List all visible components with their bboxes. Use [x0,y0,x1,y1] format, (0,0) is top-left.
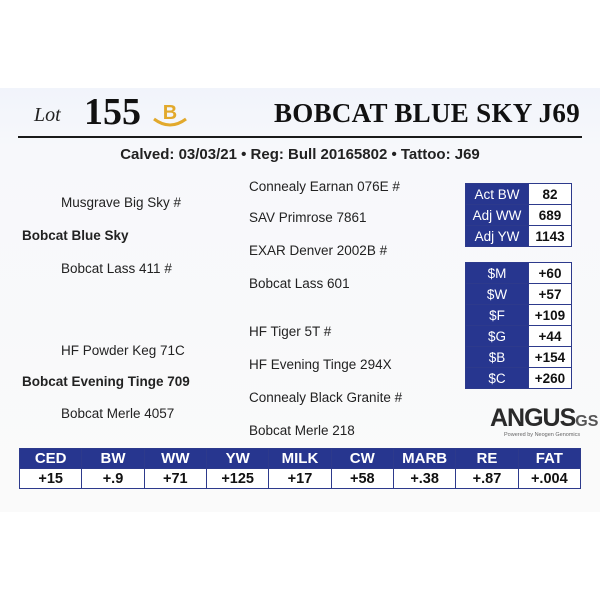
card-header [0,88,600,140]
badge-letter: B [162,102,178,124]
epd-header: MILK [269,449,331,469]
pedigree-sire-dam: Bobcat Lass 411 # [61,261,172,276]
index-label: $C [466,368,529,389]
weight-label: Adj WW [466,205,529,226]
weight-label: Adj YW [466,226,529,247]
pedigree-dam-sire-sire: HF Tiger 5T # [249,324,332,339]
epd-body [20,449,581,489]
weights-body [466,184,572,247]
weights-table [465,183,572,247]
registration-line: Calved: 03/03/21 • Reg: Bull 20165802 • Tattoo: J69 [120,146,480,163]
index-row [466,347,572,368]
epd-value: +15 [20,469,82,489]
epd-value: +.004 [518,469,580,489]
epd-header: YW [206,449,268,469]
epd-value: +71 [144,469,206,489]
epd-header: CW [331,449,393,469]
pedigree-sire-sire: Musgrave Big Sky # [61,195,182,210]
pedigree-dam-sire-dam: HF Evening Tinge 294X [249,357,392,372]
epd-header: MARB [393,449,455,469]
epd-value: +.87 [456,469,518,489]
epd-value: +.9 [82,469,144,489]
index-label: $W [466,284,529,305]
epd-table [19,448,581,489]
animal-title: BOBCAT BLUE SKY J69 [273,98,580,128]
epd-value: +17 [269,469,331,489]
epd-value-row [20,469,581,489]
weights-row [466,184,572,205]
weight-value: 1143 [529,226,572,247]
index-value: +260 [529,368,572,389]
epd-value: +58 [331,469,393,489]
index-row [466,326,572,347]
pedigree-dam-dam-dam: Bobcat Merle 218 [249,423,355,438]
epd-header: BW [82,449,144,469]
index-label: $M [466,263,529,284]
epd-header-row [20,449,581,469]
lot-label: Lot [34,104,61,126]
index-value: +60 [529,263,572,284]
epd-header: WW [144,449,206,469]
pedigree-sire-sire-sire: Connealy Earnan 076E # [249,179,400,194]
pedigree-sire-sire-dam: SAV Primrose 7861 [249,210,367,225]
lot-card [0,88,600,512]
epd-header: FAT [518,449,580,469]
index-value: +109 [529,305,572,326]
index-row [466,263,572,284]
index-row [466,368,572,389]
pedigree-sire: Bobcat Blue Sky [22,228,129,243]
header-divider [18,136,582,138]
index-table [465,262,572,389]
weights-row [466,226,572,247]
epd-value: +125 [206,469,268,489]
pedigree-dam-dam-sire: Connealy Black Granite # [249,390,403,405]
index-row [466,284,572,305]
weight-value: 689 [529,205,572,226]
pedigree-dam-sire: HF Powder Keg 71C [61,343,185,358]
index-label: $G [466,326,529,347]
pedigree-sire-dam-sire: EXAR Denver 2002B # [249,243,388,258]
logo-suffix: GS [575,413,599,430]
weight-label: Act BW [466,184,529,205]
epd-header: CED [20,449,82,469]
index-row [466,305,572,326]
weight-value: 82 [529,184,572,205]
index-label: $B [466,347,529,368]
logo-main: ANGUS [490,404,576,432]
pedigree-sire-dam-dam: Bobcat Lass 601 [249,276,350,291]
b-badge-icon [150,97,190,131]
logo-tagline: Powered by Neogen Genomics [504,432,581,438]
epd-header: RE [456,449,518,469]
angus-gs-logo [490,404,599,440]
index-label: $F [466,305,529,326]
index-value: +154 [529,347,572,368]
index-body [466,263,572,389]
index-value: +44 [529,326,572,347]
lot-number: 155 [84,91,141,133]
pedigree-dam: Bobcat Evening Tinge 709 [22,374,190,389]
index-value: +57 [529,284,572,305]
pedigree-dam-dam: Bobcat Merle 4057 [61,406,175,421]
weights-row [466,205,572,226]
epd-value: +.38 [393,469,455,489]
